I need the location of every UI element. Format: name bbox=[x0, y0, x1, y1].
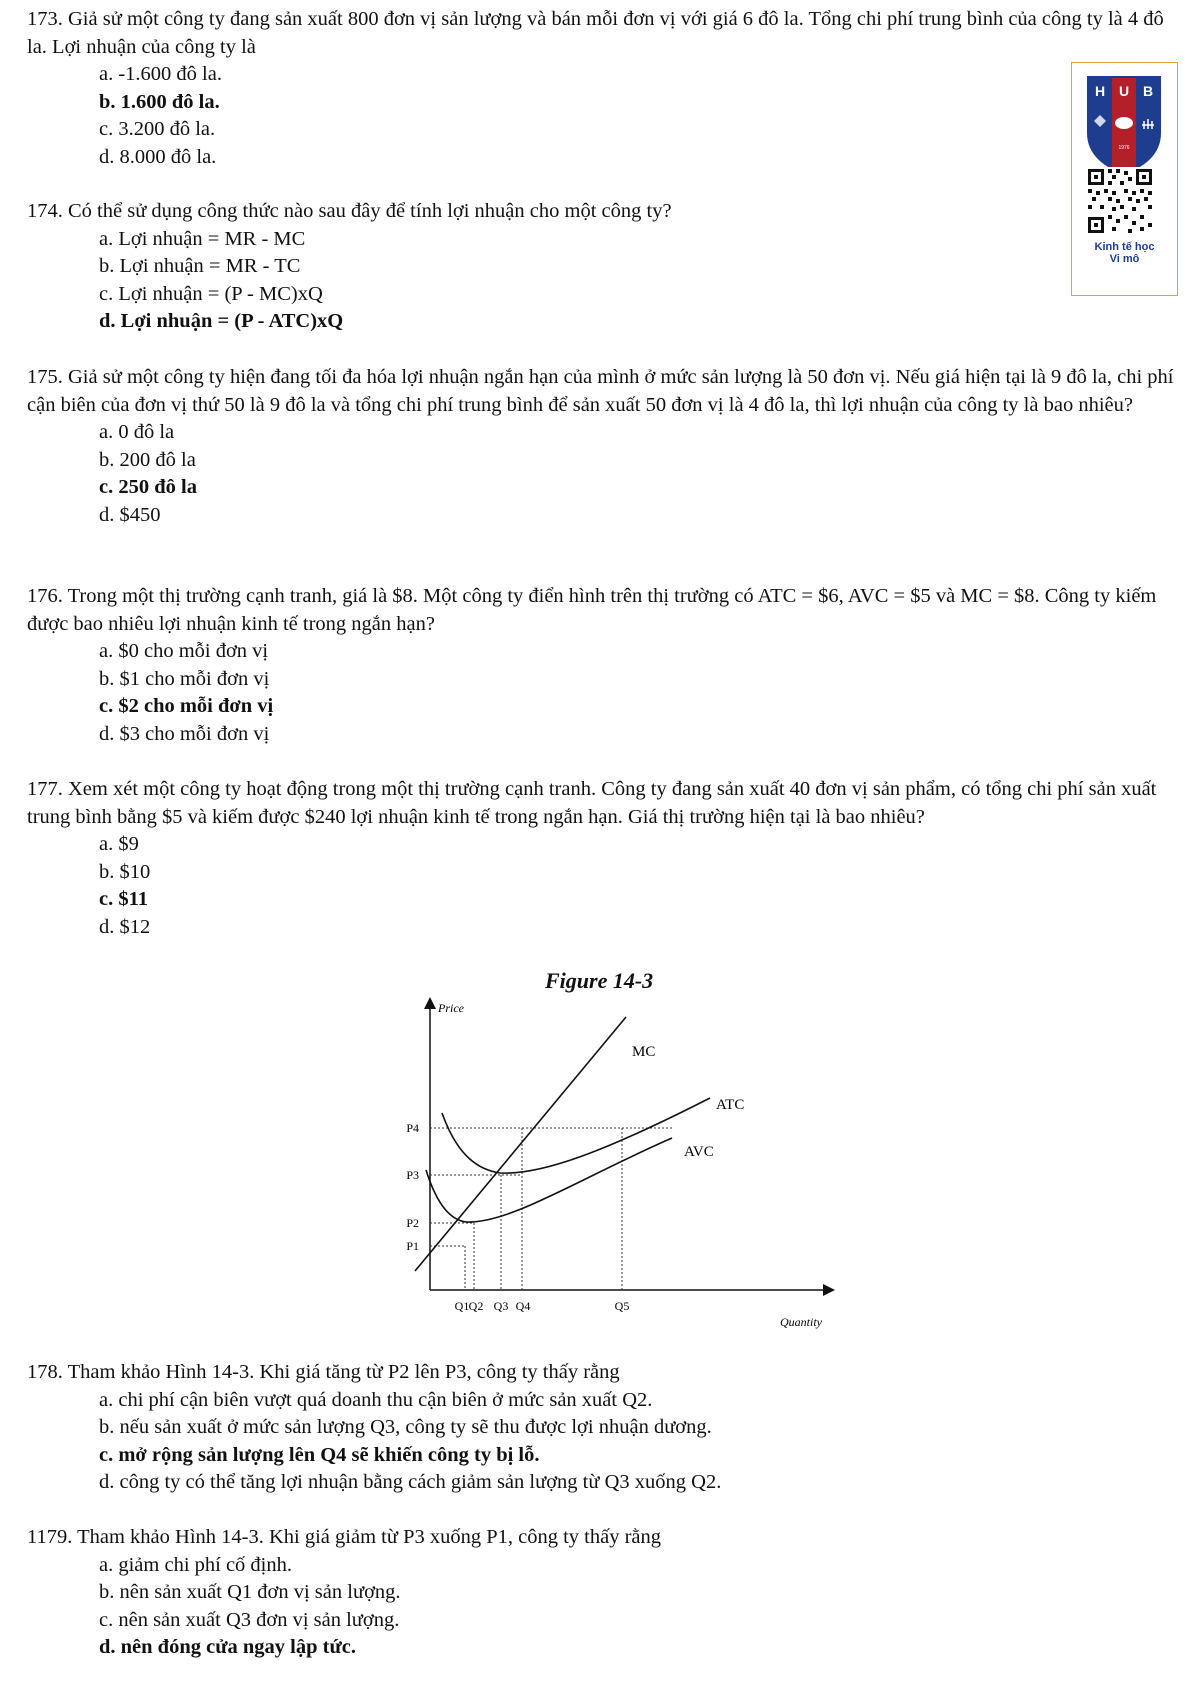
option-a: a. chi phí cận biên vượt quá doanh thu cận biên ở mức sản xuất Q2. bbox=[99, 1388, 653, 1411]
p4-label: P4 bbox=[406, 1121, 419, 1135]
question-177 bbox=[27, 776, 1177, 941]
avc-curve bbox=[426, 1138, 672, 1222]
cost-curves-diagram bbox=[390, 968, 850, 1336]
options-list bbox=[27, 1387, 1177, 1497]
qr-code-icon bbox=[1086, 167, 1154, 235]
price-labels bbox=[406, 1121, 419, 1253]
option-c-answer: c. 250 đô la bbox=[99, 476, 197, 498]
p3-label: P3 bbox=[406, 1168, 419, 1182]
option-d: d. 8.000 đô la. bbox=[99, 145, 217, 168]
question-stem: 178. Tham khảo Hình 14-3. Khi giá tăng từ P2 lên P3, công ty thấy rằng bbox=[27, 1361, 620, 1383]
option-a: a. giảm chi phí cố định. bbox=[99, 1553, 292, 1576]
mc-curve bbox=[415, 1017, 626, 1271]
option-c: c. 3.200 đô la. bbox=[99, 118, 216, 140]
question-174 bbox=[27, 198, 1177, 336]
option-b: b. nếu sản xuất ở mức sản lượng Q3, công ty sẽ thu được lợi nhuận dương. bbox=[99, 1416, 712, 1438]
question-178 bbox=[27, 1359, 1177, 1497]
option-d: d. $3 cho mỗi đơn vị bbox=[99, 722, 270, 745]
x-axis-label: Quantity bbox=[780, 1315, 822, 1329]
p1-label: P1 bbox=[406, 1239, 419, 1253]
question-173 bbox=[27, 6, 1177, 171]
option-b: b. nên sản xuất Q1 đơn vị sản lượng. bbox=[99, 1581, 401, 1603]
option-d: d. $12 bbox=[99, 915, 151, 938]
option-b: b. 200 đô la bbox=[99, 448, 196, 471]
question-stem: 173. Giả sử một công ty đang sản xuất 800 đơn vị sản lượng và bán mỗi đơn vị với giá 6 đô la. Tổng chi phí trung bình của công ty là 4 đô la. Lợi nhuận của công ty là bbox=[27, 8, 1164, 58]
option-b: b. Lợi nhuận = MR - TC bbox=[99, 255, 301, 277]
options-list bbox=[27, 831, 1177, 941]
question-stem: 176. Trong một thị trường cạnh tranh, giá là $8. Một công ty điển hình trên thị trường có ATC = $6, AVC = $5 và MC = $8. Công ty kiếm được bao nhiêu lợi nhuận kinh tế trong ngắn hạn? bbox=[27, 585, 1157, 635]
question-stem: 177. Xem xét một công ty hoạt động trong một thị trường cạnh tranh. Công ty đang sản xuất 40 đơn vị sản phẩm, có tổng chi phí sản xuất trung bình bằng $5 và kiếm được $240 lợi nhuận kinh tế trong ngắn hạn. Giá thị trường hiện tại là bao nhiêu? bbox=[27, 778, 1157, 828]
option-d-answer: d. Lợi nhuận = (P - ATC)xQ bbox=[99, 310, 344, 332]
question-1179 bbox=[27, 1524, 1177, 1662]
options-list bbox=[27, 419, 1177, 529]
option-d: d. công ty có thể tăng lợi nhuận bằng cách giảm sản lượng từ Q3 xuống Q2. bbox=[99, 1471, 722, 1493]
logo-caption-line1: Kinh tế học bbox=[1094, 241, 1155, 253]
options-list bbox=[27, 226, 1177, 336]
logo-caption-line2: Vi mô bbox=[1109, 253, 1140, 265]
option-d: d. $450 bbox=[99, 503, 161, 526]
avc-label: AVC bbox=[684, 1144, 714, 1160]
option-d-answer: d. nên đóng cửa ngay lập tức. bbox=[99, 1636, 356, 1658]
options-list bbox=[27, 61, 1177, 171]
mc-label: MC bbox=[632, 1044, 656, 1060]
logo-letter-u: U bbox=[1118, 83, 1130, 99]
options-list bbox=[27, 1552, 1177, 1662]
option-a: a. $9 bbox=[99, 833, 139, 855]
quantity-labels bbox=[455, 1299, 630, 1313]
logo-year: 1976 bbox=[1118, 145, 1130, 151]
option-a: a. -1.600 đô la. bbox=[99, 63, 222, 85]
options-list bbox=[27, 638, 1177, 748]
q4-label: Q4 bbox=[515, 1299, 531, 1313]
option-c-answer: c. mở rộng sản lượng lên Q4 sẽ khiến công ty bị lỗ. bbox=[99, 1443, 540, 1466]
q1-label: Q1 bbox=[454, 1299, 470, 1313]
option-b: b. $10 bbox=[99, 860, 151, 883]
atc-curve bbox=[442, 1098, 710, 1173]
atc-label: ATC bbox=[716, 1097, 745, 1113]
hub-shield-logo bbox=[1072, 63, 1176, 253]
question-175 bbox=[27, 364, 1177, 529]
q5-label: Q5 bbox=[614, 1299, 630, 1313]
y-axis-label: Price bbox=[438, 1001, 464, 1015]
question-stem: 175. Giả sử một công ty hiện đang tối đa hóa lợi nhuận ngắn hạn của mình ở mức sản lượng là 50 đơn vị. Nếu giá hiện tại là 9 đô la, chi phí cận biên của đơn vị thứ 50 là 9 đô la và tổng chi phí trung bình để sản xuất 50 đơn vị là 4 đô la, thì lợi nhuận của công ty là bao nhiêu? bbox=[27, 366, 1174, 416]
q2-label: Q2 bbox=[468, 1299, 484, 1313]
figure-title: Figure 14-3 bbox=[545, 968, 654, 993]
option-a: a. 0 đô la bbox=[99, 421, 175, 443]
q3-label: Q3 bbox=[493, 1299, 509, 1313]
option-c: c. nên sản xuất Q3 đơn vị sản lượng. bbox=[99, 1608, 400, 1631]
option-b: b. $1 cho mỗi đơn vị bbox=[99, 667, 270, 690]
logo-letter-h: H bbox=[1094, 83, 1106, 99]
option-c: c. Lợi nhuận = (P - MC)xQ bbox=[99, 282, 323, 305]
option-a: a. $0 cho mỗi đơn vị bbox=[99, 640, 269, 662]
option-c-answer: c. $11 bbox=[99, 888, 148, 910]
question-stem: 174. Có thể sử dụng công thức nào sau đây để tính lợi nhuận cho một công ty? bbox=[27, 200, 672, 222]
option-b-answer: b. 1.600 đô la. bbox=[99, 90, 220, 113]
p2-label: P2 bbox=[406, 1216, 419, 1230]
option-c-answer: c. $2 cho mỗi đơn vị bbox=[99, 695, 274, 717]
logo-letter-b: B bbox=[1142, 83, 1154, 99]
question-stem: 1179. Tham khảo Hình 14-3. Khi giá giảm từ P3 xuống P1, công ty thấy rằng bbox=[27, 1526, 662, 1548]
question-176 bbox=[27, 583, 1177, 748]
figure-14-3 bbox=[390, 968, 850, 1336]
hub-logo-card bbox=[1071, 62, 1178, 296]
option-a: a. Lợi nhuận = MR - MC bbox=[99, 227, 306, 250]
